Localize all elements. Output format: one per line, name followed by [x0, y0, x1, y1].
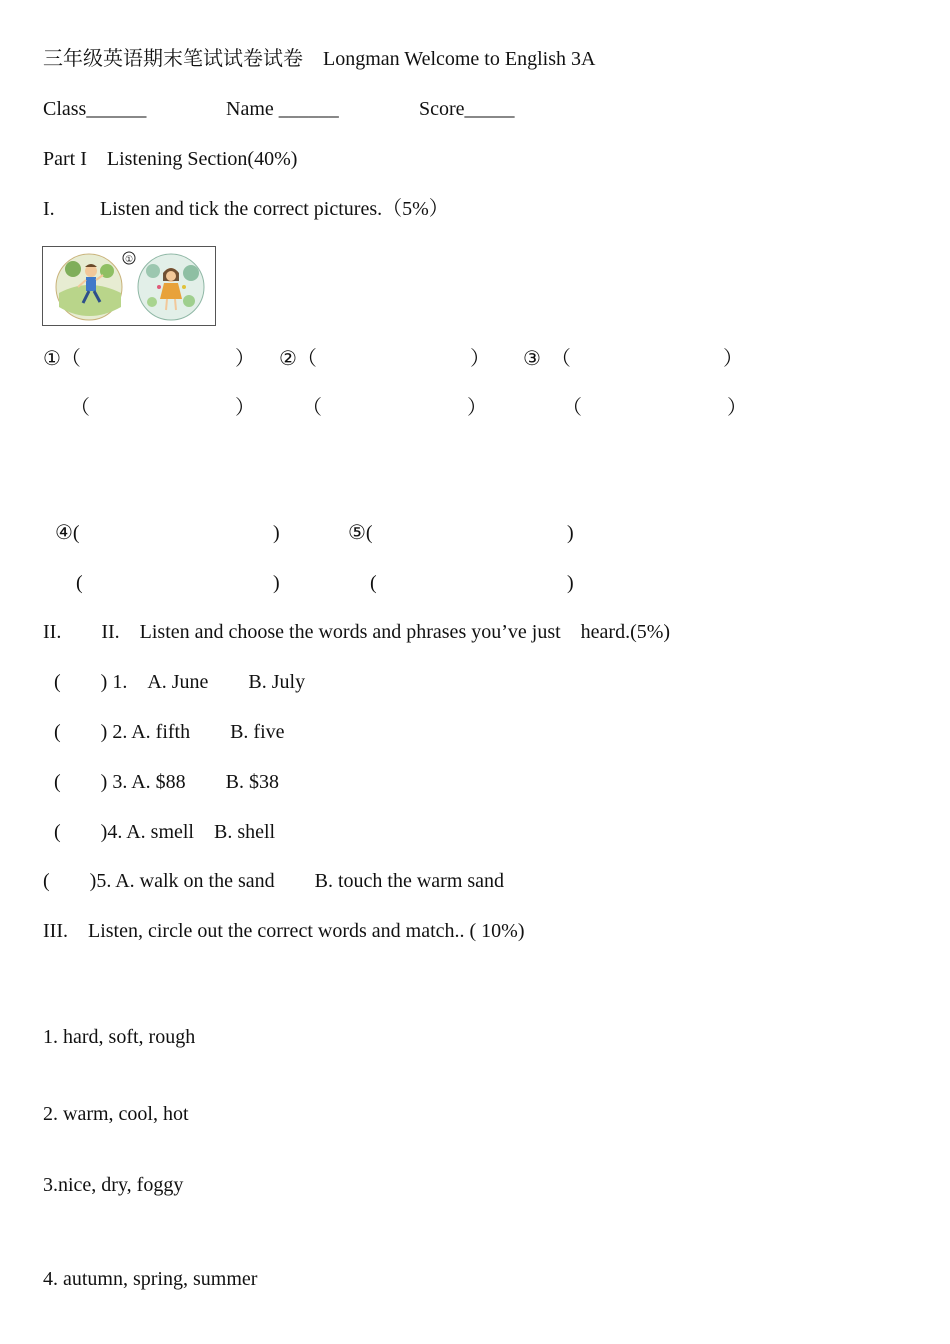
- picture-answer-5-open: ⑤(: [348, 522, 373, 544]
- picture-answer-3b-close: ）: [727, 397, 747, 419]
- section2-item-2: ( ) 2. A. fifth B. five: [54, 721, 285, 743]
- section2-item-5: ( )5. A. walk on the sand B. touch the warm sand: [43, 870, 505, 892]
- picture-answer-3b-open: （: [562, 397, 582, 419]
- picture-answer-4-open: ④(: [55, 522, 80, 544]
- section3-heading: III. Listen, circle out the correct words and match.. ( 10%): [43, 920, 525, 942]
- part1-heading: Part I Listening Section(40%): [43, 148, 298, 170]
- section2-item-3: ( ) 3. A. $88 B. $38: [54, 771, 279, 793]
- score-field-label: Score_____: [419, 98, 515, 120]
- picture-answer-2b-close: ）: [467, 397, 487, 419]
- section3-item-1: 1. hard, soft, rough: [43, 1026, 196, 1048]
- picture-answer-2-open: ②（: [279, 348, 317, 370]
- worksheet-title: 三年级英语期末笔试试卷试卷 Longman Welcome to English 3A: [43, 48, 596, 70]
- section2-item-1: ( ) 1. A. June B. July: [54, 671, 306, 693]
- picture-answer-1b-close: ）: [235, 397, 255, 419]
- picture-answer-5b-open: (: [370, 572, 377, 594]
- picture-answer-1-open: ①（: [43, 348, 81, 370]
- section1-instruction: Listen and tick the correct pictures.（5%）: [100, 198, 449, 220]
- picture-answer-4-close: ): [273, 522, 280, 544]
- picture-number-label: ①: [124, 254, 134, 264]
- picture-answer-1-close: ）: [235, 348, 255, 370]
- picture-answer-5b-close: ): [567, 572, 574, 594]
- section3-item-3: 3.nice, dry, foggy: [43, 1174, 184, 1196]
- picture-answer-3-open: ③ （: [523, 348, 571, 370]
- picture-answer-4b-close: ): [273, 572, 280, 594]
- picture-answer-5-close: ): [567, 522, 574, 544]
- kids-picture: [42, 246, 216, 326]
- section3-item-2: 2. warm, cool, hot: [43, 1103, 189, 1125]
- picture-answer-4b-open: (: [76, 572, 83, 594]
- section2-item-4: ( )4. A. smell B. shell: [54, 821, 276, 843]
- section2-heading: II. II. Listen and choose the words and phrases you’ve just heard.(5%): [43, 621, 671, 643]
- picture-answer-2-close: ）: [470, 348, 490, 370]
- section1-number: I.: [43, 198, 55, 220]
- section3-item-4: 4. autumn, spring, summer: [43, 1268, 258, 1290]
- picture-answer-1b-open: （: [70, 397, 90, 419]
- name-field-label: Name ______: [226, 98, 339, 120]
- picture-answer-2b-open: （: [302, 397, 322, 419]
- class-field-label: Class______: [43, 98, 147, 120]
- picture-answer-3-close: ）: [723, 348, 743, 370]
